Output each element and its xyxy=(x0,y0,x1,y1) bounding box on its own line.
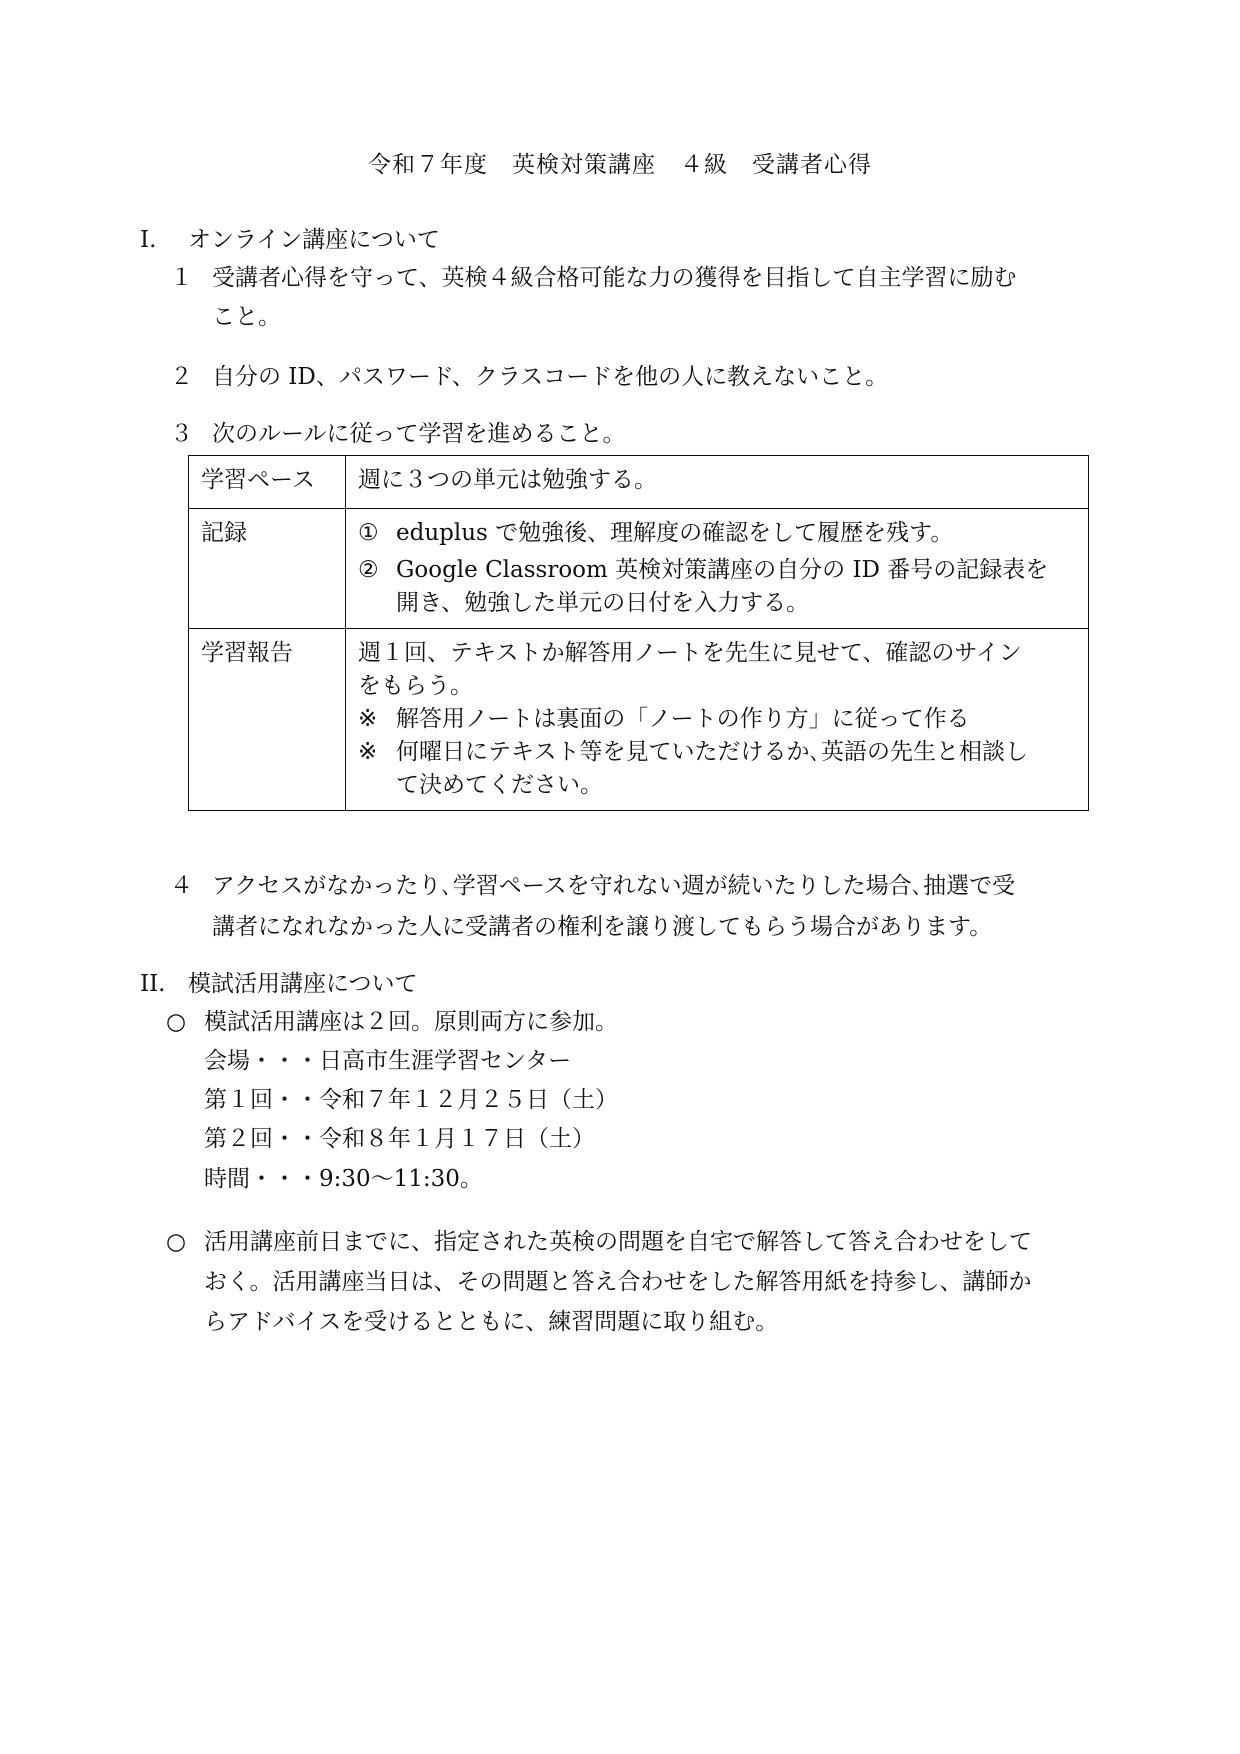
report-note1-mark: ※ xyxy=(358,706,378,732)
item4-line2: 講者になれなかった人に受講者の権利を譲り渡してもらう場合があります。 xyxy=(212,914,993,940)
bullet1-mark: ○ xyxy=(166,1009,187,1035)
bullet1-session1: 第１回・・令和７年１２月２５日（土） xyxy=(204,1087,618,1113)
pace-text: 週に３つの単元は勉強する。 xyxy=(358,467,657,493)
table-row-report xyxy=(189,629,1089,811)
report-note1 xyxy=(358,703,1078,736)
table-cell-report xyxy=(346,629,1089,811)
section2-heading: 模試活用講座について xyxy=(188,971,418,997)
record-item2-cont: 開き、勉強した単元の日付を入力する。 xyxy=(396,590,810,616)
item1-number: １ xyxy=(170,265,193,291)
report-note2-text: 何曜日にテキスト等を見ていただけるか､英語の先生と相談し xyxy=(396,739,1029,765)
section2-number: II. xyxy=(140,971,166,997)
item1-line2: こと。 xyxy=(212,304,281,330)
report-line1: 週１回、テキストか解答用ノートを先生に見せて、確認のサイン xyxy=(358,640,1022,666)
table-label-pace: 学習ペース xyxy=(189,456,346,509)
bullet1-time: 時間・・・9:30～11:30。 xyxy=(204,1166,483,1192)
table-label-report: 学習報告 xyxy=(189,629,346,811)
report-note2-mark: ※ xyxy=(358,739,378,765)
table-cell-pace xyxy=(346,456,1089,509)
record-item1 xyxy=(358,517,1078,550)
report-note2 xyxy=(358,736,1078,769)
bullet1-session2: 第２回・・令和８年１月１７日（土） xyxy=(204,1126,595,1152)
record-item2-mark: ② xyxy=(358,557,379,583)
item3-line1: 次のルールに従って学習を進めること。 xyxy=(212,421,626,447)
report-note2-cont: て決めてください。 xyxy=(396,772,603,798)
table-cell-record xyxy=(346,509,1089,629)
record-item1-text: eduplus で勉強後、理解度の確認をして履歴を残す。 xyxy=(396,520,954,546)
item2-line1: 自分の ID、パスワード、クラスコードを他の人に教えないこと。 xyxy=(212,364,889,390)
item1-line1: 受講者心得を守って、英検４級合格可能な力の獲得を目指して自主学習に励む xyxy=(212,265,1017,291)
report-note1-text: 解答用ノートは裏面の「ノートの作り方」に従って作る xyxy=(396,706,970,732)
record-item2 xyxy=(358,554,1078,587)
bullet2-line3: らアドバイスを受けるとともに、練習問題に取り組む。 xyxy=(204,1309,779,1335)
section1-number: I. xyxy=(140,227,157,253)
record-item1-mark: ① xyxy=(358,520,379,546)
rules-table xyxy=(188,455,1089,811)
item2-number: ２ xyxy=(170,364,193,390)
bullet2-line2: おく。活用講座当日は、その問題と答え合わせをした解答用紙を持参し、講師か xyxy=(204,1269,1032,1295)
page-title: 令和７年度 英検対策講座 ４級 受講者心得 xyxy=(368,152,872,178)
item4-line1: アクセスがなかったり､学習ペースを守れない週が続いたりした場合､抽選で受 xyxy=(212,873,1016,899)
record-item2-text: Google Classroom 英検対策講座の自分の ID 番号の記録表を xyxy=(396,557,1049,583)
report-line2: をもらう。 xyxy=(358,673,473,699)
bullet1-venue: 会場・・・日高市生涯学習センター xyxy=(204,1048,572,1074)
item4-number: ４ xyxy=(170,873,193,899)
bullet2-mark: ○ xyxy=(166,1229,187,1255)
table-label-record: 記録 xyxy=(189,509,346,629)
section1-heading: オンライン講座について xyxy=(188,227,440,253)
bullet2-line1: 活用講座前日までに、指定された英検の問題を自宅で解答して答え合わせをして xyxy=(204,1229,1032,1255)
table-row-pace xyxy=(189,456,1089,509)
bullet1-line1: 模試活用講座は２回。原則両方に参加。 xyxy=(204,1009,618,1035)
table-row-record xyxy=(189,509,1089,629)
item3-number: ３ xyxy=(170,421,193,447)
